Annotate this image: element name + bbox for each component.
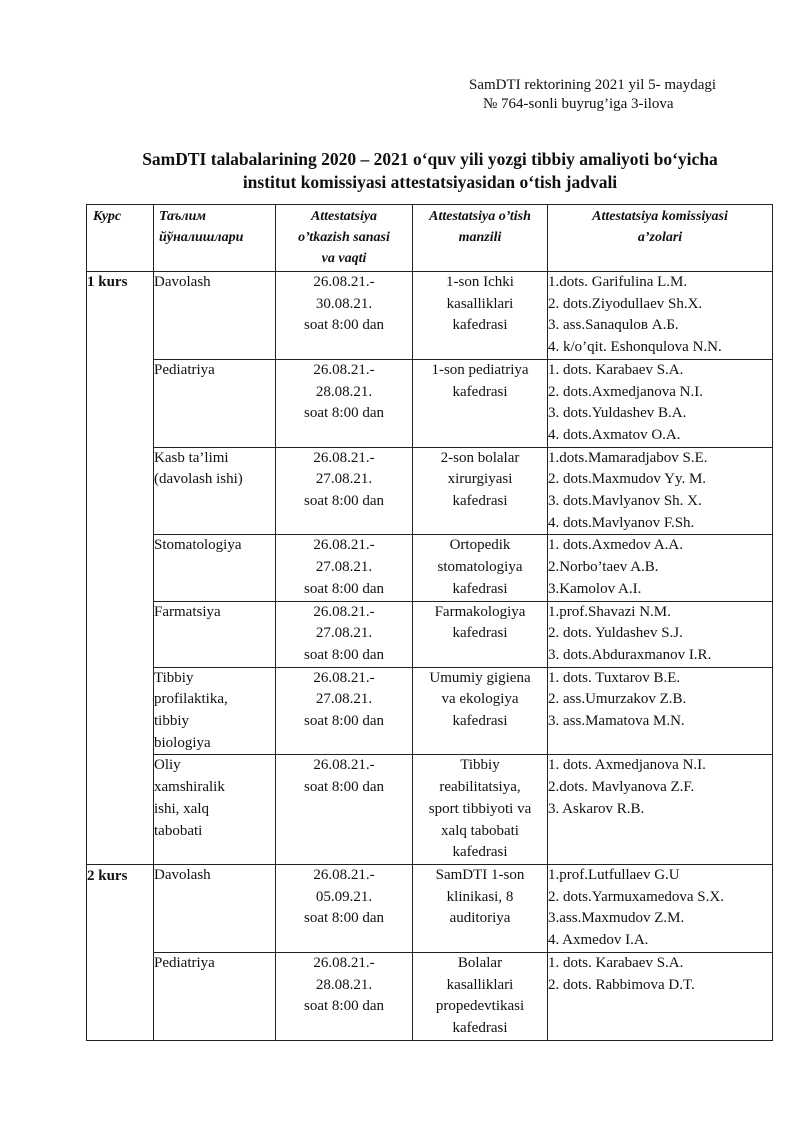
members-cell-line: 3. dots.Mavlyanov Sh. X. [548,493,702,510]
document-title-line-2: institut komissiyasi attestatsiyasidan o‘tish jadvali [242,172,618,192]
date-cell-line: 28.08.21. [315,383,373,400]
members-cell-line: 2.dots. Mavlyanova Z.F. [548,779,695,796]
direction-cell-line: xamshiralik [154,779,225,796]
date-cell-line: soat 8:00 dan [304,646,384,663]
column-header-line: йўналишлари [159,230,244,245]
members-cell [548,864,773,952]
place-cell-line: Farmakologiya [434,603,526,620]
table-row [87,667,773,755]
place-cell-line: kafedrasi [452,1019,508,1036]
place-cell [413,447,548,535]
column-header-date [276,205,413,272]
date-cell-line: 26.08.21.- [313,361,375,378]
date-cell-line: soat 8:00 dan [304,713,384,730]
place-cell-line: propedevtikasi [435,998,525,1015]
place-cell-line: va ekologiya [441,691,519,708]
direction-cell-line: biologiya [154,734,211,751]
column-header-members [548,205,773,272]
place-cell-line: Umumiy gigiena [429,669,531,686]
date-cell-line: 28.08.21. [315,976,373,993]
direction-cell [154,272,276,360]
table-row [87,864,773,952]
date-cell-line: 26.08.21.- [313,603,375,620]
members-cell-line: 2. ass.Umurzakov Z.B. [548,691,687,708]
direction-cell-line: Oliy [154,757,181,774]
place-cell-line: kafedrasi [452,493,508,510]
place-cell-line: auditoriya [449,910,511,927]
table-body [87,272,773,1041]
place-cell [413,864,548,952]
place-cell [413,952,548,1040]
members-cell-line: 3.Kamolov A.I. [548,580,642,597]
members-cell-line: 3. dots.Abduraxmanov I.R. [548,646,712,663]
direction-cell-line: Davolash [154,866,211,883]
table-row [87,535,773,601]
date-cell [276,447,413,535]
place-cell-line: reabilitatsiya, [439,779,521,796]
column-header-line: Attestatsiya [310,209,378,224]
members-cell-line: 3. ass.Sanaqulов A.Б. [548,317,679,334]
date-cell-line: soat 8:00 dan [304,580,384,597]
order-reference-line-1: SamDTI rektorining 2021 yil 5- maydagi [469,77,717,93]
direction-cell [154,535,276,601]
direction-cell-line: Davolash [154,274,211,290]
members-cell-line: 4. Axmedov I.A. [548,932,649,949]
members-cell-line: 1.dots. Garifulina L.M. [548,274,688,290]
direction-cell-line: tabobati [154,822,203,839]
place-cell-line: kafedrasi [452,580,508,597]
date-cell-line: soat 8:00 dan [304,998,384,1015]
column-header-place [413,205,548,272]
members-cell-line: 3. ass.Mamatova M.N. [548,713,685,730]
direction-cell [154,952,276,1040]
place-cell-line: sport tibbiyoti va [428,800,532,817]
members-cell-line: 1.prof.Lutfullaev G.U [548,866,680,883]
members-cell-line: 4. dots.Mavlyanov F.Sh. [548,514,695,531]
direction-cell [154,667,276,755]
members-cell-line: 1. dots.Axmedov A.A. [548,537,683,554]
table-row [87,952,773,1040]
course-cell: 2 kurs [87,864,154,1040]
table-row [87,601,773,667]
direction-cell-line: Pediatriya [154,954,215,971]
members-cell-line: 4. k/o’qit. Eshonqulova N.N. [548,339,722,356]
members-cell [548,952,773,1040]
date-cell [276,601,413,667]
place-cell-line: 1-son pediatriya [431,361,529,378]
members-cell-line: 2.Norbo’taev A.B. [548,559,659,576]
place-cell-line: kasalliklari [446,976,514,993]
place-cell-line: xirurgiyasi [447,471,513,488]
date-cell-line: 26.08.21.- [313,537,375,554]
members-cell-line: 2. dots.Yarmuxamedova S.X. [548,888,724,905]
place-cell-line: kafedrasi [452,844,508,861]
date-cell-line: 30.08.21. [315,295,373,312]
date-cell-line: soat 8:00 dan [304,910,384,927]
members-cell-line: 1. dots. Karabaev S.A. [548,954,684,971]
place-cell-line: stomatologiya [437,559,523,576]
place-cell-line: kafedrasi [452,625,508,642]
column-header-line: Таълим [159,209,206,224]
column-header-line: va vaqti [321,251,367,266]
column-header-line: manzili [458,230,502,245]
date-cell-line: 27.08.21. [315,625,373,642]
date-cell [276,535,413,601]
members-cell [548,272,773,360]
members-cell [548,535,773,601]
place-cell-line: 2-son bolalar [440,449,520,466]
course-cell: 1 kurs [87,272,154,865]
members-cell-line: 1. dots. Tuxtarov B.E. [548,669,681,686]
direction-cell [154,359,276,447]
date-cell [276,272,413,360]
place-cell [413,272,548,360]
date-cell-line: 27.08.21. [315,471,373,488]
place-cell [413,359,548,447]
place-cell-line: kafedrasi [452,713,508,730]
place-cell-line: Bolalar [457,954,503,971]
direction-cell [154,601,276,667]
date-cell [276,359,413,447]
date-cell-line: 26.08.21.- [313,954,375,971]
direction-cell-line: Kasb ta’limi [154,449,229,466]
date-cell-line: soat 8:00 dan [304,405,384,422]
place-cell [413,601,548,667]
place-cell-line: kafedrasi [452,383,508,400]
table-row [87,755,773,865]
column-header-direction [154,205,276,272]
members-cell-line: 3. Askarov R.B. [548,800,645,817]
order-reference-line-2: № 764-sonli buyrug’iga 3-ilova [483,96,674,112]
members-cell-line: 2. dots.Ziyodullaev Sh.X. [548,295,703,312]
members-cell-line: 1. dots. Axmedjanova N.I. [548,757,706,774]
date-cell-line: 27.08.21. [315,559,373,576]
date-cell-line: 27.08.21. [315,691,373,708]
date-cell [276,952,413,1040]
date-cell [276,864,413,952]
members-cell [548,447,773,535]
date-cell [276,755,413,865]
direction-cell-line: Farmatsiya [154,603,221,620]
date-cell-line: 05.09.21. [315,888,373,905]
place-cell-line: Tibbiy [460,757,500,774]
date-cell-line: 26.08.21.- [313,866,375,883]
direction-cell [154,447,276,535]
date-cell-line: soat 8:00 dan [304,317,384,334]
place-cell [413,667,548,755]
column-header-line: Attestatsiya o’tish [429,209,531,224]
column-header-line: Курс [93,209,122,224]
members-cell-line: 1.prof.Shavazi N.M. [548,603,671,620]
table-row [87,272,773,360]
date-cell-line: soat 8:00 dan [304,493,384,510]
direction-cell-line: ishi, xalq [154,800,209,817]
members-cell [548,601,773,667]
table-row [87,359,773,447]
direction-cell-line: Stomatologiya [154,537,242,554]
document-title [60,148,800,194]
date-cell-line: 26.08.21.- [313,757,375,774]
members-cell-line: 3.ass.Maxmudov Z.M. [548,910,685,927]
members-cell-line: 2. dots. Yuldashev S.J. [548,625,683,642]
column-header-line: o’tkazish sanasi [298,230,390,245]
members-cell-line: 1. dots. Karabaev S.A. [548,361,684,378]
direction-cell-line: tibbiy [154,713,190,730]
members-cell-line: 2. dots. Rabbimova D.T. [548,976,695,993]
direction-cell-line: (davolash ishi) [154,471,243,488]
members-cell [548,755,773,865]
members-cell-line: 4. dots.Axmatov O.A. [548,426,681,443]
members-cell [548,359,773,447]
place-cell-line: 1-son Ichki [446,274,514,290]
order-reference [469,76,716,114]
members-cell-line: 1.dots.Mamaradjabov S.E. [548,449,708,466]
table-header-row [87,205,773,272]
place-cell [413,755,548,865]
place-cell-line: SamDTI 1-son [435,866,525,883]
members-cell [548,667,773,755]
attestation-schedule-table [86,204,773,1041]
place-cell-line: kasalliklari [446,295,514,312]
column-header-line: Attestatsiya komissiyasi [592,209,728,224]
direction-cell-line: Tibbiy [154,669,194,686]
date-cell-line: 26.08.21.- [313,669,375,686]
date-cell-line: 26.08.21.- [313,449,375,466]
place-cell-line: Ortopedik [449,537,511,554]
place-cell [413,535,548,601]
column-header-course [87,205,154,272]
direction-cell [154,755,276,865]
date-cell [276,667,413,755]
direction-cell-line: Pediatriya [154,361,215,378]
place-cell-line: xalq tabobati [441,822,519,839]
members-cell-line: 3. dots.Yuldashev B.A. [548,405,687,422]
members-cell-line: 2. dots.Axmedjanova N.I. [548,383,703,400]
date-cell-line: soat 8:00 dan [304,779,384,796]
table-row [87,447,773,535]
date-cell-line: 26.08.21.- [313,274,375,290]
members-cell-line: 2. dots.Maxmudov Yy. M. [548,471,707,488]
document-title-line-1: SamDTI talabalarining 2020 – 2021 o‘quv yili yozgi tibbiy amaliyoti bo‘yicha [142,149,718,169]
direction-cell [154,864,276,952]
direction-cell-line: profilaktika, [154,691,228,708]
place-cell-line: klinikasi, 8 [446,888,514,905]
place-cell-line: kafedrasi [452,317,508,334]
column-header-line: a’zolari [637,230,683,245]
